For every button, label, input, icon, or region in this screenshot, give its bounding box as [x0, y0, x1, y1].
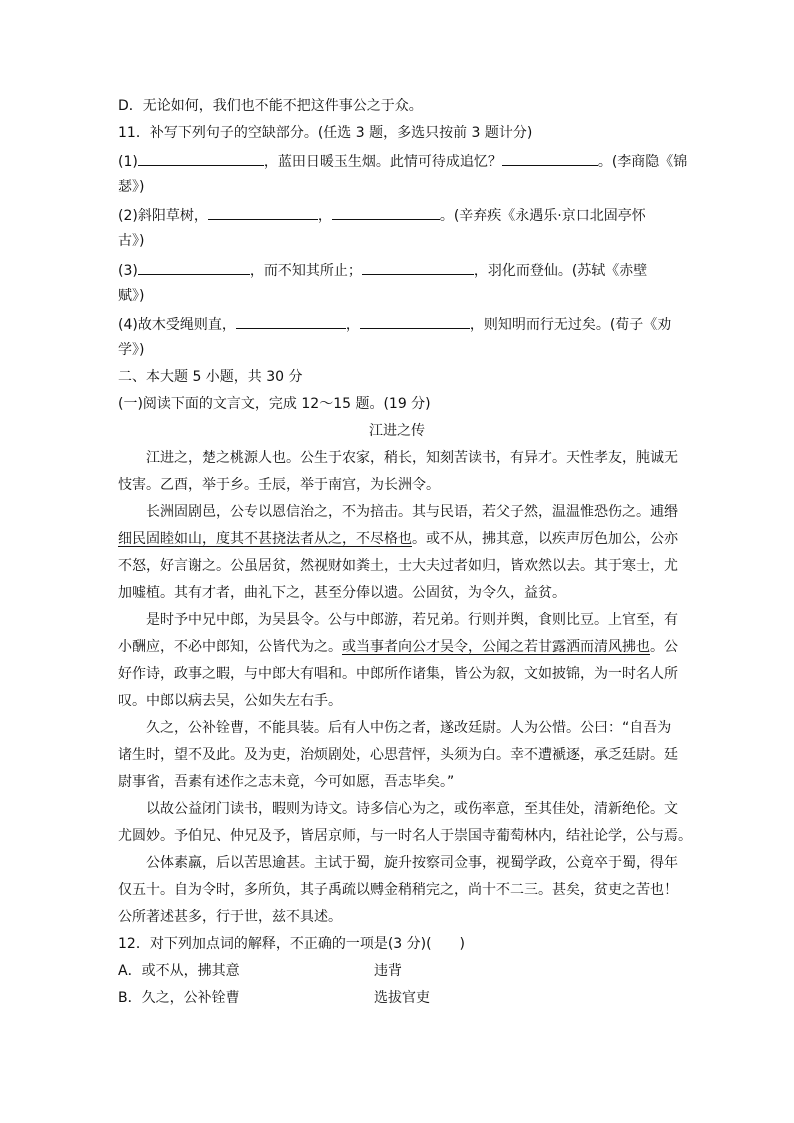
question-11-item-2-cont: 古》) — [118, 233, 145, 249]
question-11-item-3 — [118, 260, 647, 280]
passage-p5-line1: 以故公益闭门读书，暇则为诗文。诗多信心为之，或伤率意，至其佳处，清新绝伦。文 — [146, 801, 678, 817]
item-4-tail: ，则知明而行无过矣。(荀子《劝 — [469, 317, 672, 333]
fill-blank[interactable] — [332, 205, 440, 220]
fill-blank[interactable] — [138, 260, 250, 275]
passage-p3-line1: 是时予中兄中郎，为吴县令。公与中郎游，若兄弟。行则并舆，食则比豆。上官至，有 — [146, 612, 678, 628]
item-1-middle: ，蓝田日暖玉生烟。此情可待成追忆？ — [263, 154, 502, 170]
section-2-heading: 二、本大题 5 小题，共 30 分 — [118, 369, 303, 385]
passage-p3-line2 — [118, 638, 678, 656]
question-11-item-1 — [118, 151, 687, 171]
passage-text: 。公 — [650, 639, 678, 655]
item-2-middle: ， — [317, 208, 332, 224]
fill-blank[interactable] — [236, 314, 346, 329]
question-12-option-a: A．或不从，拂其意 — [118, 963, 240, 979]
passage-p4-line3: 尉事省，吾素有述作之志未竟，今可如愿，吾志毕矣。” — [118, 774, 455, 790]
underlined-sentence: 细民固睦如山，度其不甚挠法者从之，不尽格也 — [118, 531, 412, 547]
passage-p3-line4: 叹。中郎以病去吴，公如失左右手。 — [118, 693, 342, 709]
passage-p4-line2: 诸生时，望不及此。及为吏，治烦剧处，心思营怦，头须为白。幸不遭褫逐，承乏廷尉。廷 — [118, 747, 678, 763]
item-1-tail: 。(李商隐《锦 — [597, 154, 688, 170]
item-4-middle: ， — [345, 317, 360, 333]
question-11-item-4-cont: 学》) — [118, 342, 145, 358]
passage-p6-line3: 公所著述甚多，行于世，兹不具述。 — [118, 909, 342, 925]
fill-blank[interactable] — [360, 314, 470, 329]
passage-p3-line3: 好作诗，政事之暇，与中郎大有唱和。中郎所作诸集，皆公为叙，文如披锦，为一时名人所 — [118, 666, 678, 682]
passage-p5-line2: 尤圆妙。予伯兄、仲兄及予，皆居京师，与一时名人于崇国寺葡萄林内，结社论学，公与焉。 — [118, 828, 692, 844]
passage-p2-line3: 不怒，好言谢之。公虽居贫，然视财如粪土，士大夫过者如归，皆欢然以去。其于寒士，尤 — [118, 558, 678, 574]
fill-blank[interactable] — [502, 151, 598, 166]
question-12-option-a-gloss: 违背 — [374, 963, 402, 979]
passage-p2-line2 — [118, 530, 678, 548]
item-4-start: (4)故木受绳则直， — [118, 317, 236, 333]
passage-text: 。或不从，拂其意，以疾声厉色加公，公亦 — [412, 531, 678, 547]
question-11-item-3-cont: 赋》) — [118, 288, 145, 304]
question-12-stem: 12．对下列加点词的解释，不正确的一项是(3 分)( ) — [118, 936, 466, 952]
fill-blank[interactable] — [362, 260, 474, 275]
passage-p2-line1: 长洲固剧邑，公专以恩信治之，不为掊击。其与民语，若父子然，温温惟恐伤之。逋缗 — [146, 504, 678, 520]
passage-p4-line1: 久之，公补铨曹，不能具装。后有人中伤之者，遂改廷尉。人为公惜。公曰：“自吾为 — [146, 720, 672, 736]
fill-blank[interactable] — [208, 205, 318, 220]
underlined-sentence: 或当事者向公才吴令，公闻之若甘露洒而清风拂也 — [342, 639, 650, 655]
question-12-option-b: B．久之，公补铨曹 — [118, 990, 240, 1006]
passage-p1-line1: 江进之，楚之桃源人也。公生于农家，稍长，知刻苦读书，有异才。天性孝友，肫诚无 — [146, 450, 678, 466]
subsection-1-heading: (一)阅读下面的文言文，完成 12～15 题。(19 分) — [118, 396, 431, 412]
item-1-number: (1) — [118, 154, 138, 170]
passage-p1-line2: 忮害。乙酉，举于乡。壬辰，举于南宫，为长洲令。 — [118, 477, 440, 493]
passage-p2-line4: 加嘘植。其有才者，曲礼下之，甚至分俸以遗。公固贫，为令久，益贫。 — [118, 585, 566, 601]
passage-p6-line1: 公体素羸，后以苦思逾甚。主试于蜀，旋升按察司佥事，视蜀学政，公竟卒于蜀，得年 — [146, 855, 678, 871]
passage-title: 江进之传 — [369, 423, 425, 439]
option-d-text: D．无论如何，我们也不能不把这件事公之于众。 — [118, 98, 423, 114]
item-3-tail: ，羽化而登仙。(苏轼《赤壁 — [473, 263, 648, 279]
passage-text: 小酬应，不必中郎知，公皆代为之。 — [118, 639, 342, 655]
item-2-start: (2)斜阳草树， — [118, 208, 208, 224]
question-11-stem: 11．补写下列句子的空缺部分。(任选 3 题，多选只按前 3 题计分) — [118, 125, 533, 141]
passage-p6-line2: 仅五十。自为令时，多所负，其子禹疏以赙金稍稍完之，尚十不二三。甚矣，贫吏之苦也！ — [118, 882, 678, 898]
question-12-option-b-gloss: 选拔官吏 — [374, 990, 430, 1006]
item-3-number: (3) — [118, 263, 138, 279]
question-11-item-2 — [118, 205, 646, 225]
question-11-item-4 — [118, 314, 671, 334]
question-11-item-1-cont: 瑟》) — [118, 179, 145, 195]
item-2-tail: 。(辛弃疾《永遇乐·京口北固亭怀 — [439, 208, 646, 224]
item-3-middle: ，而不知其所止； — [249, 263, 362, 279]
fill-blank[interactable] — [138, 151, 264, 166]
